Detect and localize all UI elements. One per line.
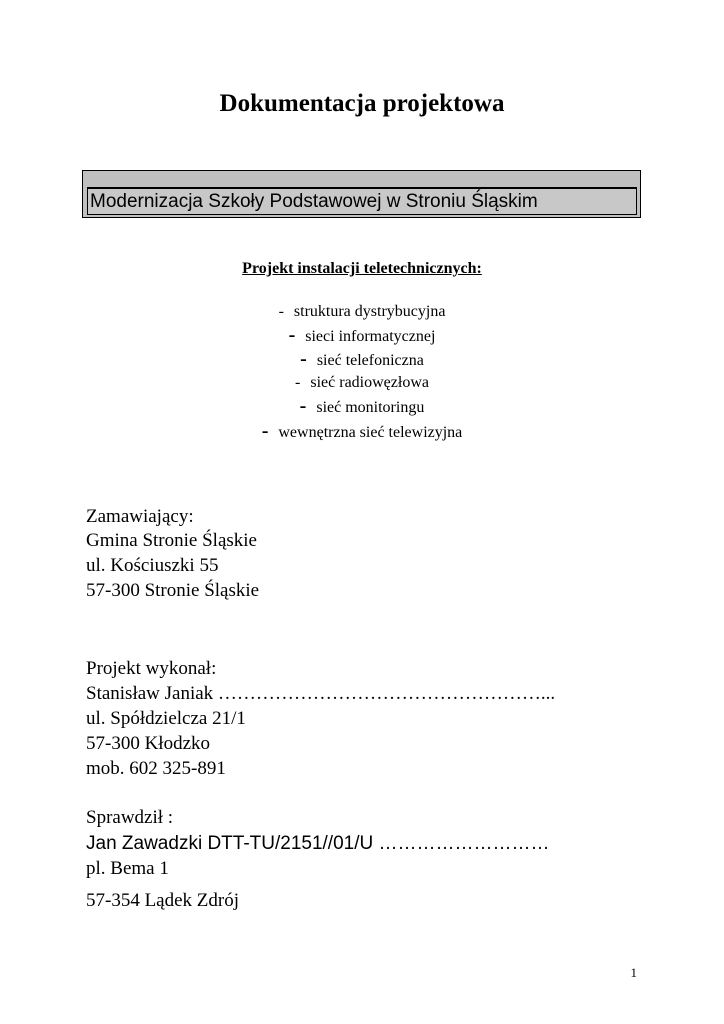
document-title: Dokumentacja projektowa — [219, 90, 505, 117]
client-name: Gmina Stronie Śląskie — [86, 530, 257, 551]
scope-item-text: sieci informatycznej — [305, 328, 436, 345]
reviewer-label: Sprawdził : — [86, 807, 174, 828]
scope-item-text: sieć telefoniczna — [316, 352, 424, 369]
list-dash: - — [261, 420, 269, 442]
author-name-line: Stanisław Janiak ……………………………………………... — [86, 683, 556, 704]
scope-item — [0, 395, 724, 419]
client-label: Zamawiający: — [86, 506, 194, 527]
author-street: ul. Spółdzielcza 21/1 — [86, 708, 246, 729]
list-dash: - — [300, 348, 307, 370]
scope-item-text: sieć monitoringu — [316, 399, 425, 416]
client-street: ul. Kościuszki 55 — [86, 555, 219, 576]
scope-item-text: struktura dystrybucyjna — [293, 303, 446, 320]
scope-item-text: sieć radiowęzłowa — [310, 374, 429, 391]
scope-item — [0, 301, 724, 323]
reviewer-city: 57-354 Lądek Zdrój — [86, 890, 240, 911]
project-name-box — [82, 170, 641, 218]
reviewer-street: pl. Bema 1 — [86, 858, 169, 879]
author-city: 57-300 Kłodzko — [86, 733, 211, 754]
scope-item — [0, 420, 724, 444]
scope-item — [0, 348, 724, 372]
page-number: 1 — [630, 965, 637, 980]
scope-item-text: wewnętrzna sieć telewizyjna — [278, 424, 463, 441]
author-label: Projekt wykonał: — [86, 658, 217, 679]
author-phone: mob. 602 325-891 — [86, 758, 226, 779]
list-dash: - — [288, 324, 296, 346]
list-dash: - — [299, 395, 307, 417]
scope-item — [0, 372, 724, 394]
reviewer-name-line: Jan Zawadzki DTT-TU/2151//01/U ……………………… — [86, 833, 550, 854]
client-city: 57-300 Stronie Śląskie — [86, 580, 260, 601]
list-dash: - — [278, 303, 284, 320]
project-name: Modernizacja Szkoły Podstawowej w Stroniu Śląskim — [87, 187, 637, 215]
list-dash: - — [295, 374, 301, 391]
scope-item — [0, 324, 724, 348]
installation-subtitle: Projekt instalacji teletechnicznych: — [242, 260, 482, 277]
